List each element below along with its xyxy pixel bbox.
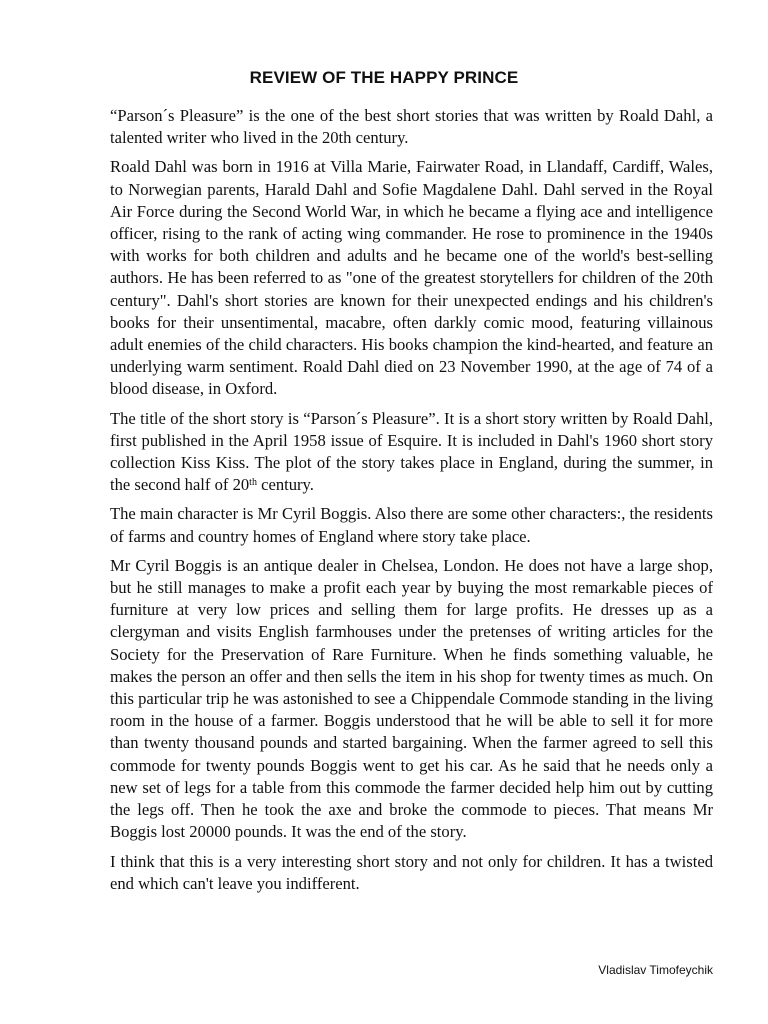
paragraph-title-info-tail: century. — [256, 475, 314, 495]
paragraph-title-info-text: The title of the short story is “Parson´s Pleasure”. It is a short story written by Roald Dahl, first published in the April 1958 issue of Esquire. It is included in Dahl's 1960 short story collection Kiss Kiss. The plot of the story takes place in England, during the summer, in the second half of 20 — [110, 408, 713, 495]
paragraph-plot: Mr Cyril Boggis is an antique dealer in Chelsea, London. He does not have a large shop, but he still manages to make a profit each year by buying the most remarkable pieces of furniture at very low prices and selling them for large profits. He dresses up as a clergyman and visits English farmhouses under the pretenses of writing articles for the Society for the Preservation of Rare Furniture. When he finds something valuable, he makes the person an offer and then sells the item in his shop for twenty times as much. On this particular trip he was astonished to see a Chippendale Commode standing in the living room in the house of a farmer. Boggis understood that he will be able to sell it for more than twenty thousand pounds and started bargaining. When the farmer agreed to sell this commode for twenty pounds Boggis went to get his car. As he said that he needs only a new set of legs for a table from this commode the farmer decided help him out by cutting the legs off. Then he took the axe and broke the commode to pieces. That means Mr Boggis lost 20000 pounds. It was the end of the story. — [110, 555, 713, 842]
paragraph-title-info — [110, 408, 713, 497]
paragraph-characters: The main character is Mr Cyril Boggis. Also there are some other characters:, the residents of farms and country homes of England where story take place. — [110, 504, 713, 546]
paragraph-conclusion: I think that this is a very interesting short story and not only for children. It has a twisted end which can't leave you indifferent. — [110, 851, 713, 893]
paragraph-biography: Roald Dahl was born in 1916 at Villa Marie, Fairwater Road, in Llandaff, Cardiff, Wales, to Norwegian parents, Harald Dahl and Sofie Magdalene Dahl. Dahl served in the Royal Air Force during the Second World War, in which he became a flying ace and intelligence officer, rising to the rank of acting wing commander. He rose to prominence in the 1940s with works for both children and adults and he became one of the world's best-selling authors. He has been referred to as "one of the greatest storytellers for children of the 20th century". Dahl's short stories are known for their unexpected endings and his children's books for their unsentimental, macabre, often darkly comic mood, featuring villainous adult enemies of the child characters. His books champion the kind-hearted, and feature an underlying warm sentiment. Roald Dahl died on 23 November 1990, at the age of 74 of a blood disease, in Oxford. — [110, 157, 713, 399]
author-name: Vladislav Timofeychik — [598, 963, 713, 977]
document-body — [110, 105, 713, 902]
paragraph-intro: “Parson´s Pleasure” is the one of the best short stories that was written by Roald Dahl, a talented writer who lived in the 20th century. — [110, 106, 713, 148]
document-title: REVIEW OF THE HAPPY PRINCE — [249, 68, 519, 87]
ordinal-superscript: th — [249, 477, 257, 489]
